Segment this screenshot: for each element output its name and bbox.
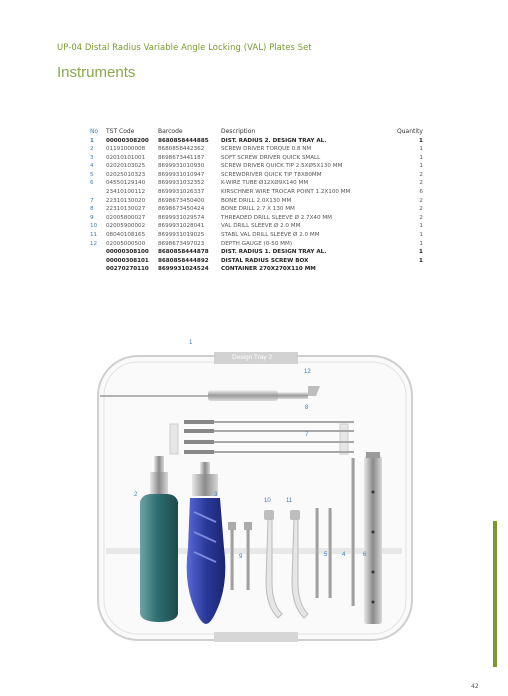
row-barcode: 8698673441187 xyxy=(158,154,205,161)
row-barcode: 8699931028041 xyxy=(158,223,205,230)
row-quantity: 2 xyxy=(419,180,423,187)
row-no: 9 xyxy=(90,214,94,221)
row-quantity: 1 xyxy=(419,163,423,170)
callout-9: 9 xyxy=(239,554,243,560)
instruments-table xyxy=(90,128,423,274)
row-barcode: 8680858444885 xyxy=(158,137,209,144)
callout-11: 11 xyxy=(286,498,293,504)
row-barcode: 8680858444878 xyxy=(158,249,209,256)
row-quantity: 2 xyxy=(419,206,423,213)
row-tst-code: 00000308100 xyxy=(106,249,149,256)
row-description: THREADED DRILL SLEEVE Ø 2.7X40 MM xyxy=(221,214,332,221)
row-tst-code: 01191000008 xyxy=(106,146,146,153)
row-barcode: 8680858444892 xyxy=(158,257,209,264)
callout-4: 4 xyxy=(342,552,346,558)
callout-2: 2 xyxy=(134,492,138,498)
row-barcode: 8680858442362 xyxy=(158,146,205,153)
row-quantity: 2 xyxy=(419,171,423,178)
page-number: 42 xyxy=(471,683,479,690)
row-description: DIST. RADIUS 1. DESIGN TRAY AL. xyxy=(221,249,327,256)
header-description: Description xyxy=(221,128,256,135)
row-tst-code: 02005800027 xyxy=(106,214,146,221)
row-no: 11 xyxy=(90,232,98,239)
row-barcode: 8698673450424 xyxy=(158,206,205,213)
row-description: K-WIRE TUBE Ø12XØ9X140 MM xyxy=(221,180,309,187)
table-row xyxy=(90,154,423,163)
header-tst-code: TST Code xyxy=(106,128,135,135)
row-no: 5 xyxy=(90,171,94,178)
row-quantity: 1 xyxy=(419,137,423,144)
callout-3: 3 xyxy=(214,492,218,498)
tray-label: Design Tray 2 xyxy=(232,354,273,361)
row-no: 10 xyxy=(90,223,98,230)
table-row xyxy=(90,179,423,188)
tray-illustration xyxy=(96,352,414,644)
row-no: 4 xyxy=(90,163,94,170)
row-barcode: 8699931010930 xyxy=(158,163,205,170)
row-quantity: 6 xyxy=(419,189,423,196)
row-tst-code: 00270270110 xyxy=(106,266,149,273)
depth-gauge-body xyxy=(208,390,278,401)
table-row xyxy=(90,240,423,249)
row-tst-code: 00000308101 xyxy=(106,257,149,264)
callout-6: 6 xyxy=(363,552,367,558)
callout-12: 12 xyxy=(304,369,311,375)
row-tst-code: 22310130027 xyxy=(106,206,146,213)
header-no: No xyxy=(90,128,99,135)
table-row xyxy=(90,231,423,240)
row-quantity: 1 xyxy=(419,154,423,161)
row-description: DEPTH GAUGE (0-50 MM) xyxy=(221,240,293,247)
document-title: UP-04 Distal Radius Variable Angle Locking (VAL) Plates Set xyxy=(57,42,312,52)
row-no xyxy=(90,248,106,257)
row-no: 7 xyxy=(90,197,94,204)
row-quantity: 1 xyxy=(419,146,423,153)
callout-1: 1 xyxy=(189,340,193,346)
accent-bar xyxy=(493,521,497,667)
table-row xyxy=(90,197,423,206)
row-barcode: 8698673450400 xyxy=(158,197,205,204)
row-no xyxy=(90,257,106,266)
row-tst-code: 02010101001 xyxy=(106,154,146,161)
callout-8: 8 xyxy=(305,405,309,411)
row-tst-code: 02020103025 xyxy=(106,163,146,170)
instrument-tray-figure xyxy=(96,340,414,644)
row-description: VAL DRILL SLEEVE Ø 2.0 MM xyxy=(221,223,301,230)
row-quantity xyxy=(397,265,423,274)
row-quantity: 1 xyxy=(419,240,423,247)
row-tst-code: 22310130020 xyxy=(106,197,146,204)
row-tst-code: 04550129140 xyxy=(106,180,146,187)
section-heading: Instruments xyxy=(57,64,136,81)
row-description: SCREW DRIVER TORQUE 0.8 NM xyxy=(221,146,312,153)
header-quantity: Quantity xyxy=(397,128,423,135)
row-description: KIRSCHNER WIRE TROCAR POINT 1.2X100 MM xyxy=(221,189,351,196)
table-row xyxy=(90,188,423,197)
row-barcode: 8699931019025 xyxy=(158,232,205,239)
row-quantity: 1 xyxy=(419,257,423,264)
row-quantity: 2 xyxy=(419,197,423,204)
row-quantity: 1 xyxy=(419,223,423,230)
row-tst-code: 02025010323 xyxy=(106,171,146,178)
row-barcode: 8699931029574 xyxy=(158,214,205,221)
row-barcode: 8699931026337 xyxy=(158,189,205,196)
table-row xyxy=(90,265,423,274)
header-barcode: Barcode xyxy=(158,128,183,135)
table-row xyxy=(90,145,423,154)
row-barcode: 8698673497023 xyxy=(158,240,205,247)
row-description: SOFT SCREW DRIVER QUICK SMALL xyxy=(221,154,321,161)
row-quantity: 1 xyxy=(419,249,423,256)
row-description: CONTAINER 270X270X110 MM xyxy=(221,266,316,273)
row-barcode: 8699931024524 xyxy=(158,266,209,273)
table-row xyxy=(90,248,423,257)
table-row xyxy=(90,137,423,146)
row-no: 1 xyxy=(90,137,94,144)
row-description: DISTAL RADIUS SCREW BOX xyxy=(221,257,309,264)
row-barcode: 8699931010947 xyxy=(158,171,205,178)
row-no: 3 xyxy=(90,154,94,161)
row-quantity: 2 xyxy=(419,214,423,221)
table-row xyxy=(90,171,423,180)
table-row xyxy=(90,214,423,223)
callout-10: 10 xyxy=(264,498,271,504)
row-description: BONE DRILL 2.7 X 130 MM xyxy=(221,206,295,213)
row-description: STABL VAL DRILL SLEEVE Ø 2.0 MM xyxy=(221,232,320,239)
screw-driver-quick-tip xyxy=(351,458,355,606)
row-tst-code: 00000308200 xyxy=(106,137,149,144)
row-no: 6 xyxy=(90,180,94,187)
k-wire-tube xyxy=(364,452,382,624)
table-row xyxy=(90,162,423,171)
row-tst-code: 02005000500 xyxy=(106,240,146,247)
table-row xyxy=(90,222,423,231)
table-header-row xyxy=(90,128,423,137)
row-no xyxy=(90,188,106,197)
row-tst-code: 08040108165 xyxy=(106,232,146,239)
row-no: 2 xyxy=(90,146,94,153)
row-description: SCREW DRIVER QUICK TIP 2.5XØ5X130 MM xyxy=(221,163,343,170)
row-description: SCREWDRIVER QUICK TIP T8X80MM xyxy=(221,171,322,178)
row-description: DIST. RADIUS 2. DESIGN TRAY AL. xyxy=(221,137,327,144)
row-no: 12 xyxy=(90,240,98,247)
row-quantity: 1 xyxy=(419,232,423,239)
row-no xyxy=(90,265,106,274)
row-no: 8 xyxy=(90,206,94,213)
row-tst-code: 23410100112 xyxy=(106,189,146,196)
callout-7: 7 xyxy=(305,432,309,438)
row-tst-code: 02005900002 xyxy=(106,223,146,230)
table-row xyxy=(90,205,423,214)
callout-5: 5 xyxy=(324,552,328,558)
table-row xyxy=(90,257,423,266)
row-description: BONE DRILL 2.0X130 MM xyxy=(221,197,292,204)
row-barcode: 8699931032352 xyxy=(158,180,205,187)
